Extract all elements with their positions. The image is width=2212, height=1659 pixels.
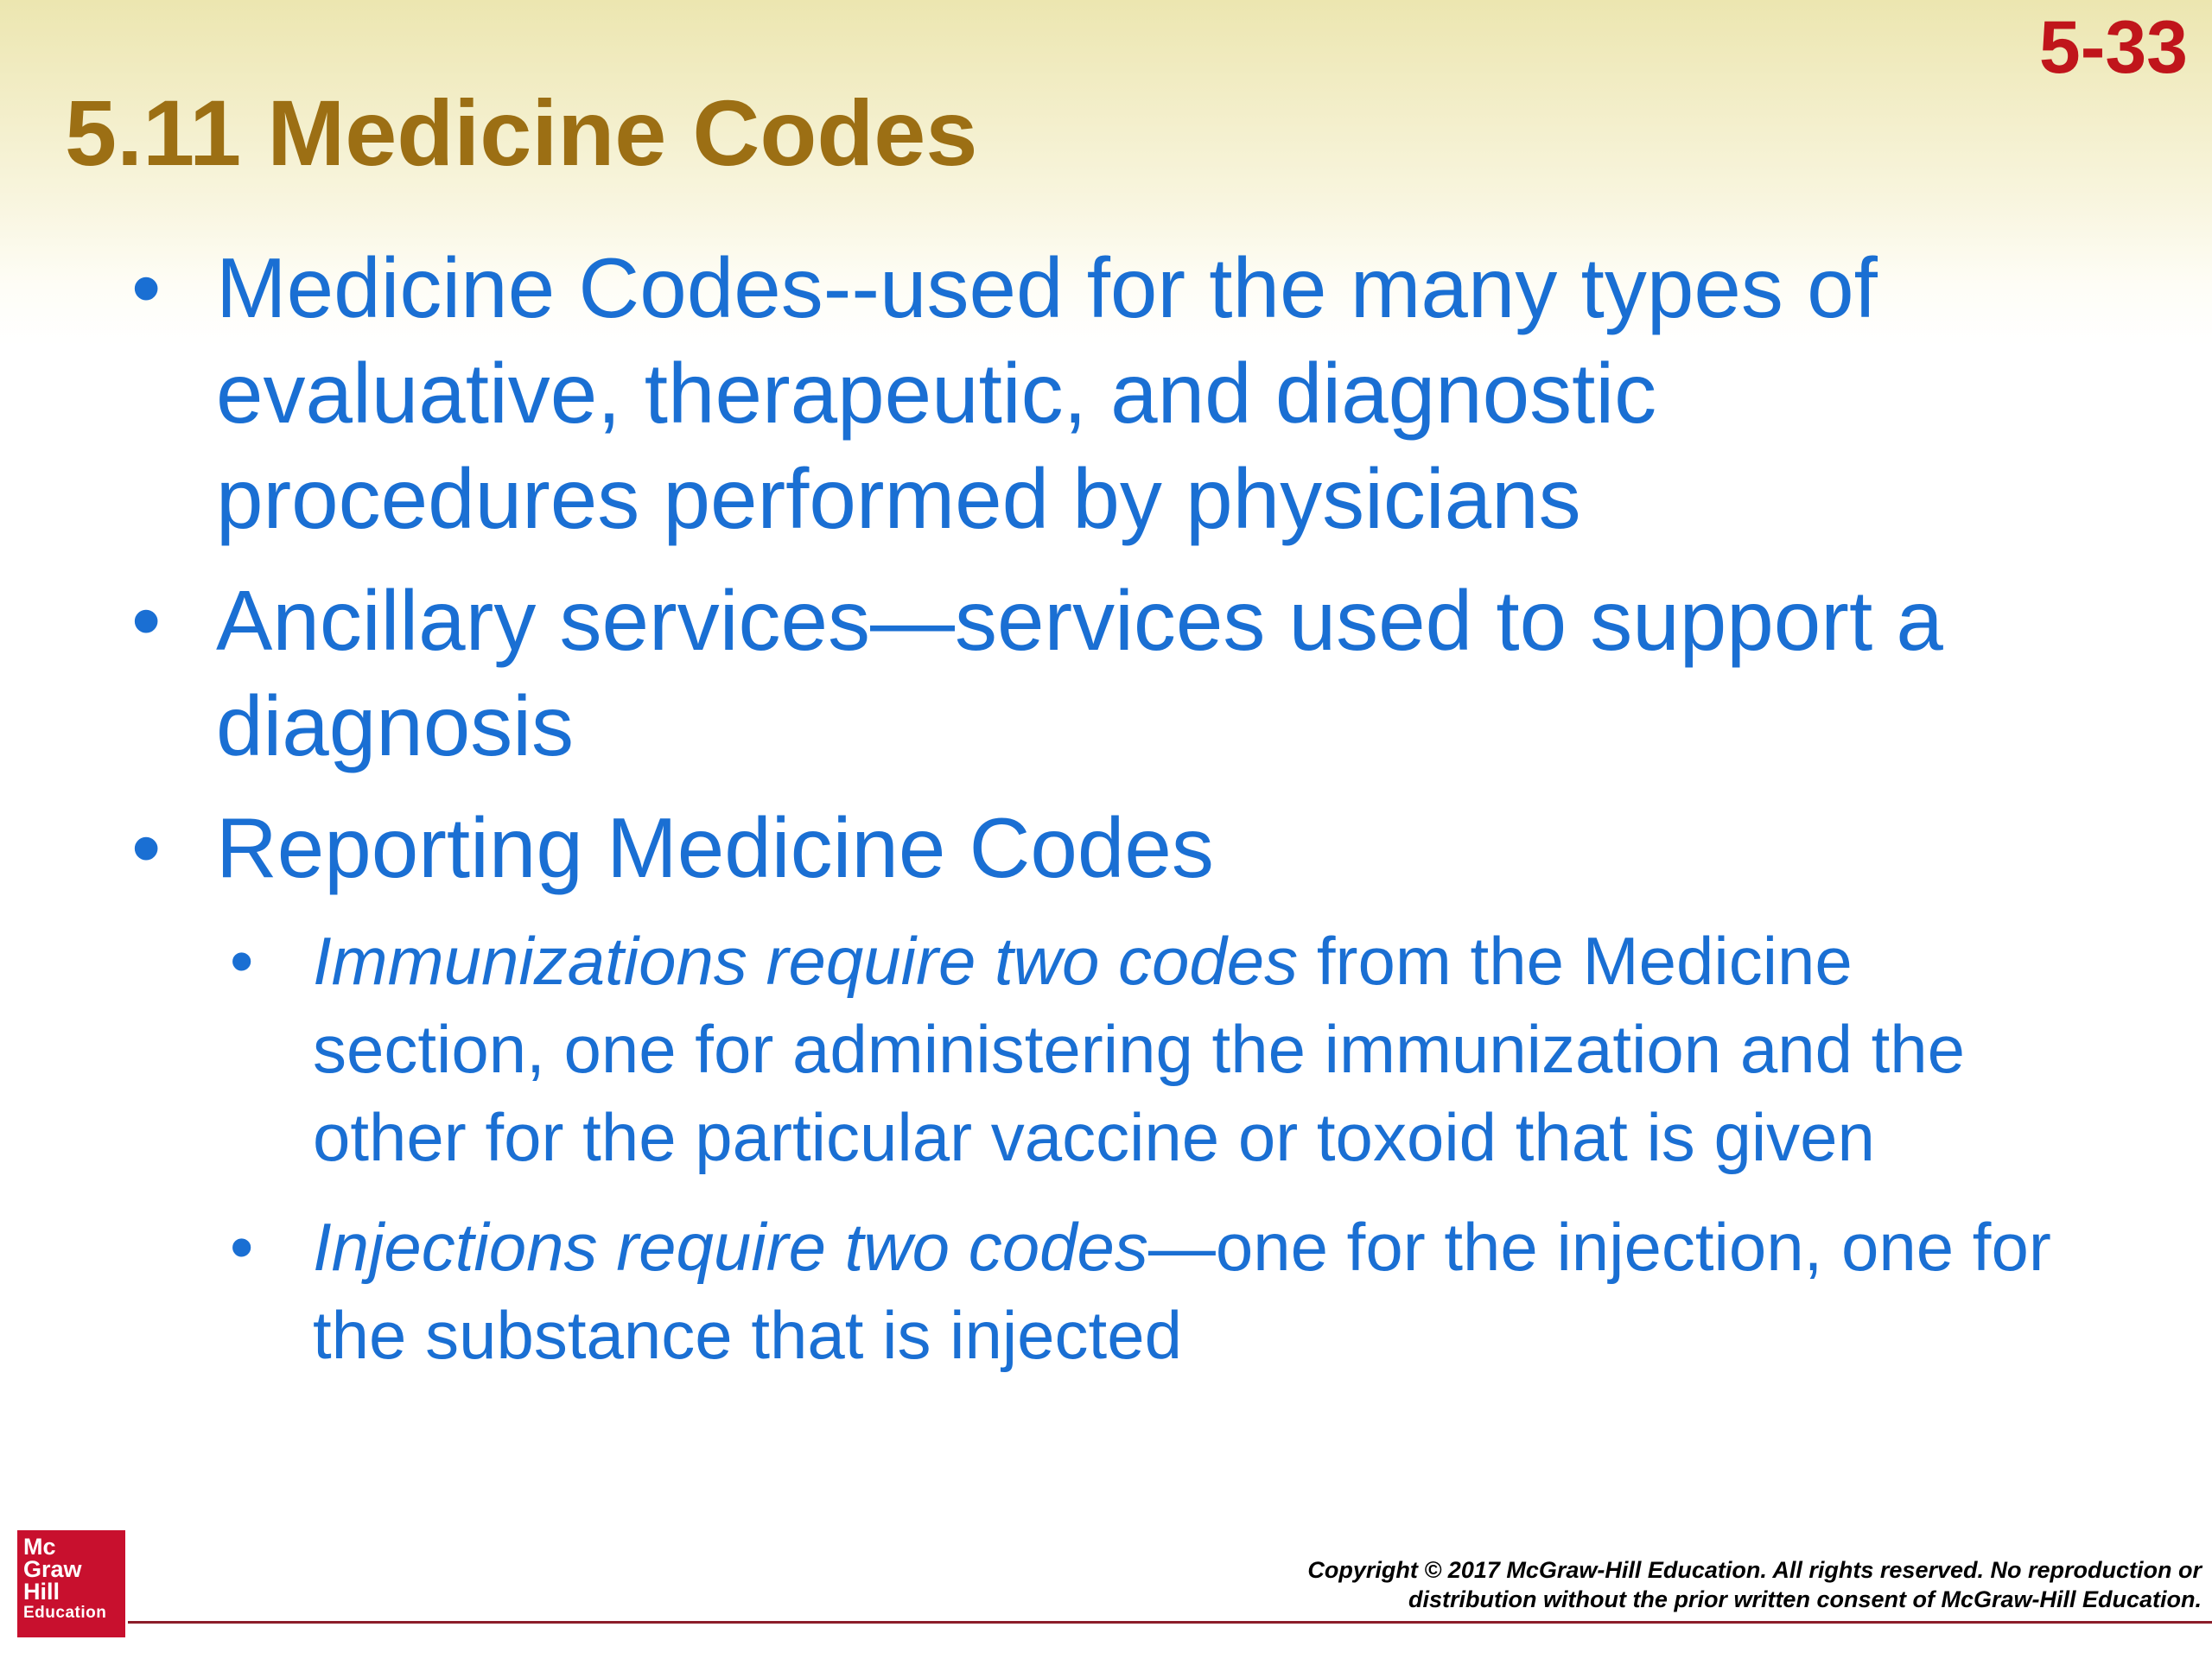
sub-bullet-immunizations <box>0 917 2074 1181</box>
slide-content <box>0 235 2074 1401</box>
sub-bullet-marker: • <box>230 923 254 999</box>
bullet-marker: • <box>131 800 162 895</box>
mcgraw-hill-logo <box>17 1530 125 1637</box>
slide-number: 5-33 <box>2038 6 2188 89</box>
bullet-text: Reporting Medicine Codes <box>216 800 1214 895</box>
copyright-line-1: Copyright © 2017 McGraw-Hill Education. All rights reserved. No reproduction or <box>1307 1557 2202 1583</box>
logo-text-hill: Hill <box>23 1579 60 1605</box>
logo-text-education: Education <box>23 1604 107 1622</box>
slide-title: 5.11 Medicine Codes <box>65 80 978 185</box>
sub-bullet-text: —one for the injection, one for the substance that is injected <box>313 1209 2051 1373</box>
bullet-marker: • <box>131 240 162 335</box>
sub-bullet-italic-text: Immunizations require two codes <box>313 923 1299 999</box>
bullet-reporting-medicine-codes <box>0 795 2074 900</box>
copyright-line-2: distribution without the prior written consent of McGraw-Hill Education. <box>1408 1586 2202 1612</box>
sub-bullet-injections <box>0 1203 2074 1379</box>
sub-bullet-marker: • <box>230 1209 254 1285</box>
bullet-ancillary-services <box>0 568 2074 779</box>
logo-text-graw: Graw <box>23 1556 82 1582</box>
logo-text-mc: Mc <box>23 1534 56 1560</box>
sub-bullet-text: from the Medicine section, one for administering the immunization and the other for the particular vaccine or toxoid that is given <box>313 923 1966 1175</box>
bullet-medicine-codes <box>0 235 2074 551</box>
sub-bullet-italic-text: Injections require two codes <box>313 1209 1148 1285</box>
bullet-text: Ancillary services—services used to support a diagnosis <box>216 573 1943 773</box>
footer-divider <box>128 1621 2212 1624</box>
copyright-notice <box>992 1555 2202 1614</box>
bullet-marker: • <box>131 573 162 668</box>
bullet-text: Medicine Codes--used for the many types of evaluative, therapeutic, and diagnostic procedures performed by physicians <box>216 240 1878 546</box>
